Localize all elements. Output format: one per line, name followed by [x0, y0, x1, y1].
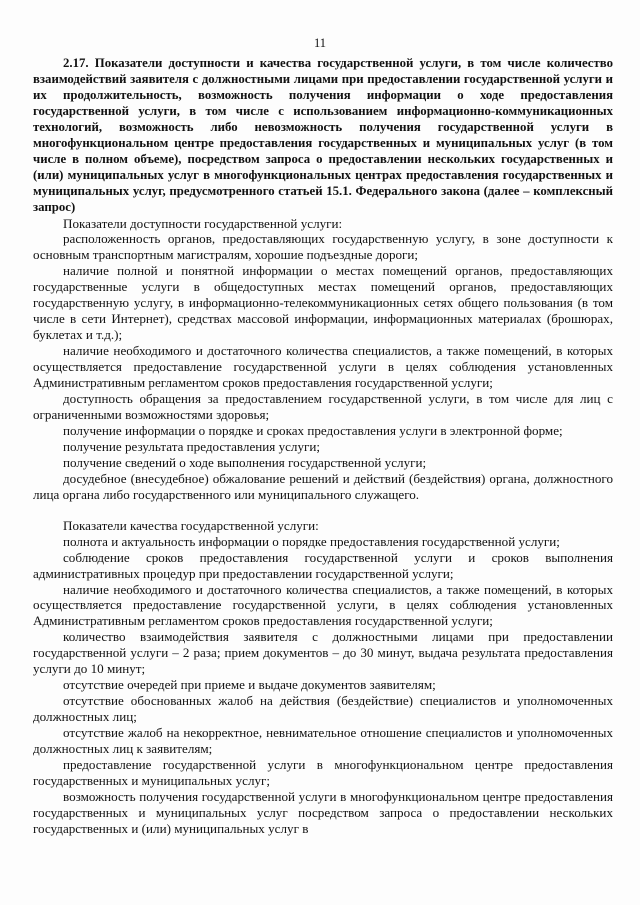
quality-item: соблюдение сроков предоставления государственной услуги и сроков выполнения административных процедур при предоставлении государственной услуги;: [33, 549, 613, 581]
accessibility-item: наличие необходимого и достаточного количества специалистов, а также помещений, в которых осуществляется предоставление государственной услуги в целях соблюдения установленных Административным регламентом сроков предоставления государственной услуги;: [33, 343, 613, 391]
quality-section: [33, 518, 613, 837]
page-number: 11: [313, 36, 327, 50]
accessibility-intro: Показатели доступности государственной услуги:: [63, 215, 343, 231]
accessibility-item: получение результата предоставления услуги;: [63, 438, 321, 454]
accessibility-section: [33, 216, 613, 503]
quality-item: наличие необходимого и достаточного количества специалистов, а также помещений, в которых осуществляется предоставление государственной услуги, в целях соблюдения установленных Административным регламентом сроков предоставления государственной услуги;: [33, 581, 613, 629]
quality-item: возможность получения государственной услуги в многофункциональном центре предоставления государственных и муниципальных услуг посредством запроса о предоставлении нескольких государственных и (или) муниципальных услуг в: [33, 788, 613, 836]
quality-item: количество взаимодействия заявителя с должностными лицами при предоставлении государственной услуги – 2 раза; прием документов – до 30 минут, выдача результата предоставления услуги до 10 минут;: [33, 629, 613, 677]
accessibility-item: получение сведений о ходе выполнения государственной услуги;: [63, 454, 427, 470]
quality-item: отсутствие очередей при приеме и выдаче документов заявителям;: [63, 677, 436, 693]
accessibility-item: досудебное (внесудебное) обжалование решений и действий (бездействия) органа, должностного лица органа либо государственного или муниципального служащего.: [33, 470, 613, 502]
quality-intro: Показатели качества государственной услуги:: [63, 517, 319, 533]
section-spacer: [33, 503, 613, 518]
accessibility-item: получение информации о порядке и сроках предоставления услуги в электронной форме;: [63, 422, 563, 438]
accessibility-item: расположенность органов, предоставляющих государственную услугу, в зоне доступности к основным транспортным магистралям, хорошие подъездные дороги;: [33, 231, 613, 263]
quality-item: отсутствие обоснованных жалоб на действия (бездействие) специалистов и уполномоченных должностных лиц;: [33, 693, 613, 725]
quality-item: предоставление государственной услуги в многофункциональном центре предоставления государственных и муниципальных услуг;: [33, 756, 613, 788]
quality-item: отсутствие жалоб на некорректное, невнимательное отношение специалистов и уполномоченных должностных лиц к заявителям;: [33, 725, 613, 757]
quality-item: полнота и актуальность информации о порядке предоставления государственной услуги;: [63, 533, 560, 549]
document-body: [33, 56, 613, 837]
section-heading: 2.17. Показатели доступности и качества государственной услуги, в том числе количество взаимодействий заявителя с должностными лицами при предоставлении государственной услуги и их продолжительность, возможность получения информации о ходе предоставления государственной услуги, в том числе с использованием информационно-коммуникационных технологий, возможность либо невозможность получения государственной услуги в многофункциональном центре предоставления государственных и муниципальных услуг (в том числе в полном объеме), посредством запроса о предоставлении нескольких государственных и (или) муниципальных услуг в многофункциональных центрах предоставления государственных и муниципальных услуг, предусмотренного статьей 15.1. Федерального закона (далее – комплексный запрос): [33, 56, 613, 214]
accessibility-item: доступность обращения за предоставлением государственной услуги, в том числе для лиц с ограниченными возможностями здоровья;: [33, 391, 613, 422]
accessibility-item: наличие полной и понятной информации о местах помещений органов, предоставляющих государственные услуги в общедоступных местах помещений органов, предоставляющих государственную услугу, в информационно-телекоммуникационных сетях общего пользования (в том числе в сети Интернет), средствах массовой информации, информационных материалах (брошюрах, буклетах и т.д.);: [33, 263, 613, 343]
